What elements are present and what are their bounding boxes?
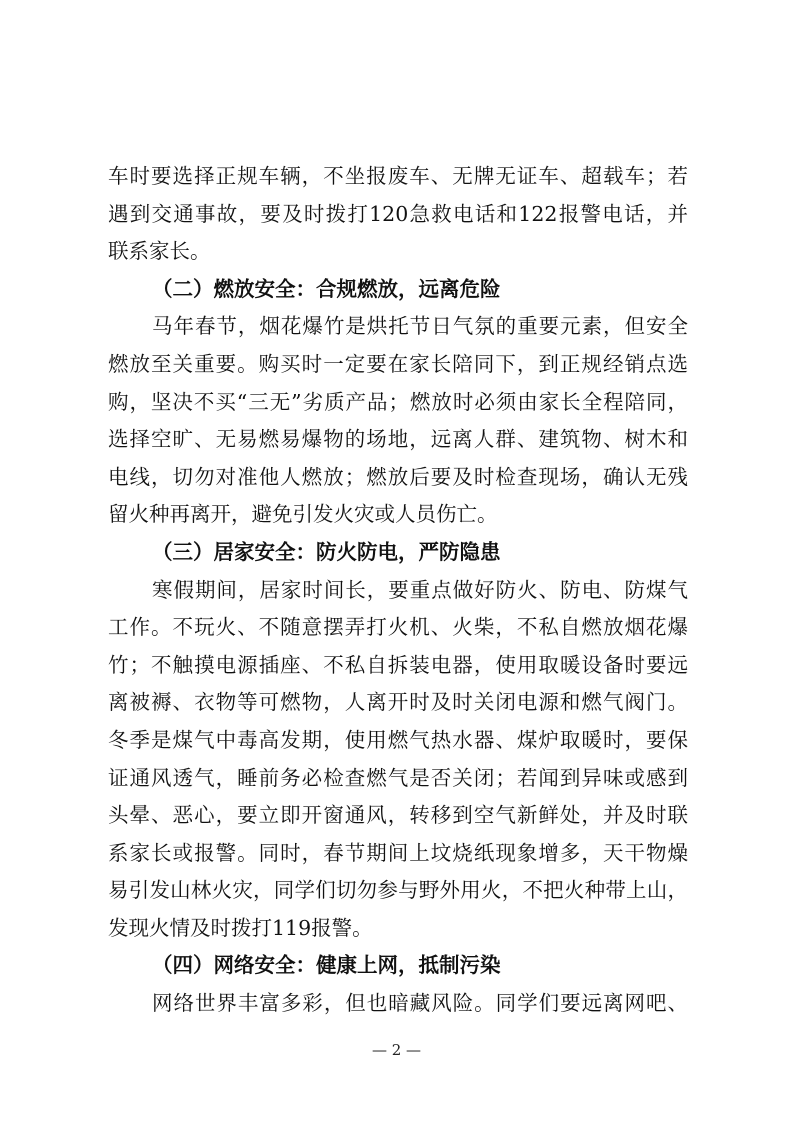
paragraph-line: 证通风透气，睡前务必检查燃气是否关闭；若闻到异味或感到 bbox=[108, 765, 688, 790]
paragraph-line: 燃放至关重要。购买时一定要在家长陪同下，到正规经销点选 bbox=[108, 351, 688, 376]
paragraph-line: 头晕、恶心，要立即开窗通风，转移到空气新鲜处，并及时联 bbox=[108, 803, 688, 828]
paragraph-line: 网络世界丰富多彩，但也暗藏风险。同学们要远离网吧、 bbox=[152, 991, 688, 1016]
paragraph-line: 冬季是煤气中毒高发期，使用燃气热水器、煤炉取暖时，要保 bbox=[108, 727, 688, 752]
paragraph-line: 离被褥、衣物等可燃物，人离开时及时关闭电源和燃气阀门。 bbox=[108, 690, 688, 715]
paragraph-line: 选择空旷、无易燃易爆物的场地，远离人群、建筑物、树木和 bbox=[108, 427, 688, 452]
paragraph-line: 购，坚决不买“三无”劣质产品；燃放时必须由家长全程陪同， bbox=[108, 389, 688, 414]
section-heading-home-safety: （三）居家安全：防火防电，严防隐患 bbox=[152, 539, 501, 564]
paragraph-line: 遇到交通事故，要及时拨打120急救电话和122报警电话，并 bbox=[108, 201, 688, 226]
body-text bbox=[108, 158, 688, 1023]
page-number: — 2 — bbox=[371, 1041, 422, 1059]
paragraph-line: 竹；不触摸电源插座、不私自拆装电器，使用取暖设备时要远 bbox=[108, 652, 688, 677]
paragraph-line: 联系家长。 bbox=[108, 239, 211, 264]
paragraph-line: 车时要选择正规车辆，不坐报废车、无牌无证车、超载车；若 bbox=[108, 164, 688, 188]
paragraph-line: 留火种再离开，避免引发火灾或人员伤亡。 bbox=[108, 502, 498, 527]
paragraph-line: 工作。不玩火、不随意摆弄打火机、火柴，不私自燃放烟花爆 bbox=[108, 615, 688, 640]
section-heading-fireworks: （二）燃放安全：合规燃放，远离危险 bbox=[152, 276, 501, 301]
paragraph-line: 马年春节，烟花爆竹是烘托节日气氛的重要元素，但安全 bbox=[152, 314, 688, 339]
paragraph-line: 系家长或报警。同时，春节期间上坟烧纸现象增多，天干物燥 bbox=[108, 840, 688, 865]
paragraph-line: 易引发山林火灾，同学们切勿参与野外用火，不把火种带上山， bbox=[108, 878, 688, 903]
paragraph-line: 寒假期间，居家时间长，要重点做好防火、防电、防煤气 bbox=[152, 577, 688, 602]
paragraph-line: 发现火情及时拨打119报警。 bbox=[108, 915, 373, 940]
section-heading-network-safety: （四）网络安全：健康上网，抵制污染 bbox=[152, 953, 501, 978]
paragraph-line: 电线，切勿对准他人燃放；燃放后要及时检查现场，确认无残 bbox=[108, 464, 688, 489]
